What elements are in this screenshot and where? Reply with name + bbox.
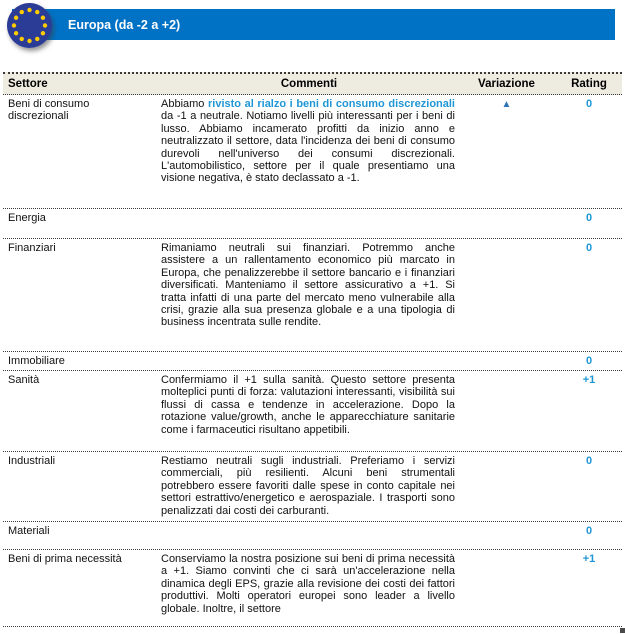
sector-name: Energia [8,212,46,224]
sector-name: Finanziari [8,242,56,254]
rating-value: 0 [585,98,593,110]
table-row [3,371,622,452]
comment-text: Confermiamo il +1 sulla sanità. Questo settore presenta molteplici punti di forza: valutazioni interessanti, visibilità sui flussi di cassa e tendenze in accelerazione. Dopo la rotazione value/growth, anche le apparecchiature sanitarie come i farmaceutici risultano appetibili. [161,374,455,436]
sector-comment [161,355,457,370]
sector-comment [161,212,457,238]
column-header-commenti: Commenti [280,78,338,90]
sector-rating-table [3,72,622,627]
comment-text: Restiamo neutrali sugli industriali. Preferiamo i servizi commerciali, più resilienti. Alcuni beni strumentali potrebbero essere favoriti dalle spese in conto capitale nei settori estrattivo/energetico e aerospaziale. I trasporti sono penalizzati dai costi dei carburanti. [161,455,455,517]
sector-name: Beni di prima necessità [8,553,122,565]
variazione-indicator [457,553,556,626]
eu-flag-icon [7,3,52,48]
page-title: Europa (da -2 a +2) [68,17,181,32]
sector-name: Industriali [8,455,56,467]
rating-value: 0 [585,242,593,254]
column-header-settore: Settore [8,78,48,90]
sector-name: Beni di consumo discrezionali [8,98,90,123]
table-row [3,352,622,371]
sector-comment [161,455,457,521]
comment-text: Conserviamo la nostra posizione sui beni di prima necessità a +1. Siamo convinti che ci sarà un'accelerazione nella dinamica degli EPS, grazie alla revisione dei costi dei fattori produttivi. Molti operatori europei sono leader a livello globale. Inoltre, il settore [161,553,455,615]
rating-value: 0 [585,455,593,467]
sector-comment [161,374,457,451]
variazione-indicator: ▲ [501,99,512,110]
sector-name: Sanità [8,374,40,386]
table-row [3,522,622,550]
variazione-indicator [457,374,556,451]
variazione-indicator [457,355,556,370]
comment-text: Rimaniamo neutrali sui finanziari. Potremmo anche assistere a un rallentamento economico più marcato in Europa, che penalizzerebbe il settore bancario e i finanziari diversificati. Manteniamo il settore assicurativo a +1. Si tratta infatti di una parte del mercato meno vulnerabile alla crisi, grazie alla sua presenza globale e a una tipologia di business incentrata sulle rendite. [161,242,455,329]
comment-text: da -1 a neutrale. Notiamo livelli più interessanti per i beni di lusso. Abbiamo incamerato profitti da inizio anno e neutralizzato il settore, data l'incidenza dei beni di consumo durevoli nell'universo dei consumi discrezionali. L'automobilistico, settore per il quale presentiamo una visione negativa, è stato declassato a -1. [161,110,455,185]
variazione-indicator [457,455,556,521]
rating-value: 0 [585,525,593,537]
sector-comment [161,525,457,549]
sector-comment [161,553,457,626]
title-bar [12,9,615,40]
variazione-indicator [457,242,556,351]
table-row [3,209,622,239]
sector-comment [161,98,457,208]
table-row [3,452,622,522]
corner-artifact [620,628,625,633]
column-header-variazione: Variazione [478,78,535,90]
table-header-row [3,72,622,95]
table-body [3,95,622,627]
rating-value: +1 [582,374,596,386]
rating-value: 0 [585,212,593,224]
variazione-indicator [457,212,556,238]
table-row [3,550,622,627]
rating-value: 0 [585,355,593,367]
table-row [3,239,622,352]
comment-text: Abbiamo [161,98,208,110]
sector-name: Materiali [8,525,50,537]
comment-highlight: rivisto al rialzo i beni di consumo discrezionali [208,98,455,110]
sector-comment [161,242,457,351]
sector-name: Immobiliare [8,355,65,367]
table-row [3,95,622,209]
rating-value: +1 [582,553,596,565]
variazione-indicator [457,525,556,549]
column-header-rating: Rating [571,78,607,90]
